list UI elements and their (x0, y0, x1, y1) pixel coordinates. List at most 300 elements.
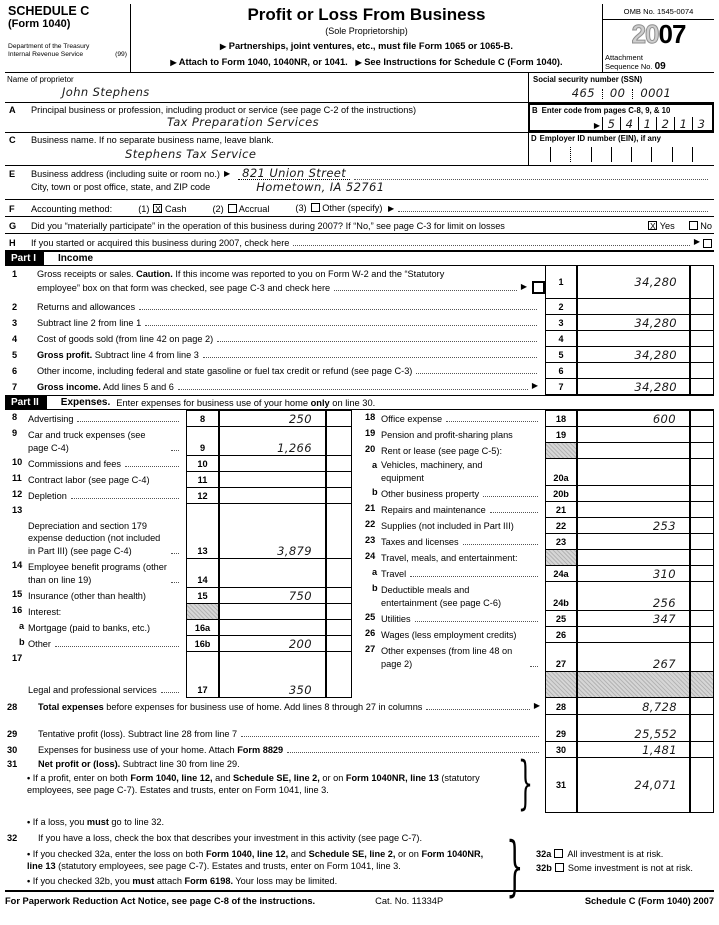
line-c-d-row (5, 133, 714, 166)
expense-row (358, 458, 714, 486)
cents-cell[interactable] (326, 651, 352, 698)
expense-label (379, 671, 545, 698)
partnership-note: ▶ Partnerships, joint ventures, etc., must file Form 1065 or 1065-B. (131, 40, 602, 53)
expense-label: Taxes and licenses (379, 533, 545, 550)
cents-cell[interactable] (690, 549, 714, 566)
cents-cell[interactable] (690, 757, 714, 813)
expense-label: Utilities (379, 610, 545, 627)
line-4-label: Cost of goods sold (from line 42 on page 2) (27, 330, 545, 347)
line-5-label: Gross profit. Subtract line 4 from line 3 (27, 346, 545, 363)
dot-leader (203, 357, 537, 358)
started-business-label: If you started or acquired this business during 2007, check here (31, 238, 290, 248)
cents-cell[interactable] (690, 610, 714, 627)
arrow-icon (220, 41, 226, 51)
at-risk-options (536, 846, 714, 876)
line-number-cell: 8 (186, 410, 219, 427)
amount-cell[interactable]: 200 (219, 635, 326, 652)
line-30-amount[interactable]: 1,481 (577, 741, 690, 758)
cents-cell[interactable] (326, 503, 352, 559)
part1-tag: Part I (5, 251, 44, 266)
line-number: 18 (365, 412, 376, 422)
arrow-icon (170, 57, 176, 67)
line-number-cell: 26 (545, 626, 577, 643)
accrual-checkbox[interactable] (228, 204, 237, 213)
line-29-row (5, 714, 714, 742)
ssn-block (528, 73, 714, 102)
line-number-cell: 16b (186, 635, 219, 652)
line-b-label: Enter code from pages C-8, 9, & 10 (541, 106, 671, 115)
line-number: 27 (365, 644, 376, 654)
line-g (5, 217, 714, 234)
amount-cell[interactable] (577, 485, 690, 502)
expense-row (5, 603, 352, 620)
business-code-field[interactable] (532, 117, 710, 133)
proprietor-row (5, 73, 714, 103)
expense-row (358, 626, 714, 643)
line-number: 20 (365, 444, 376, 454)
line-6-row (5, 362, 714, 379)
line-32-label: If you have a loss, check the box that describes your investment in this activity (see page C-7). (38, 833, 423, 843)
expense-label: Mortgage (paid to banks, etc.) (28, 622, 151, 633)
dot-leader (171, 450, 179, 451)
dot-leader (145, 325, 537, 326)
amount-cell[interactable] (577, 549, 690, 566)
line-number: 14 (12, 560, 23, 570)
line-5-amount[interactable]: 34,280 (577, 346, 690, 363)
expense-label: Commissions and fees (26, 455, 186, 472)
line-number-cell: 18 (545, 410, 577, 427)
cents-cell[interactable] (690, 581, 714, 611)
line-number-cell: 5 (545, 346, 577, 363)
dot-leader (241, 736, 539, 737)
city-label: City, town or post office, state, and ZIP code (31, 182, 211, 192)
option-32b: 32b Some investment is not at risk. (536, 862, 693, 873)
dot-leader (463, 544, 538, 545)
cents-cell[interactable] (690, 426, 714, 443)
cents-cell[interactable] (690, 741, 714, 758)
cents-cell[interactable] (326, 487, 352, 504)
line-number-cell: 24b (545, 581, 577, 611)
expense-row (358, 610, 714, 627)
line-2-amount[interactable] (577, 298, 690, 315)
line-number-cell: 23 (545, 533, 577, 550)
line-1-label: Gross receipts or sales. Caution. If this income was reported to you on Form W-2 and the “Statutory employee” box on that form was checked, see page C-3 and check here ▶ (27, 265, 545, 299)
cents-cell[interactable] (690, 298, 714, 315)
expenses-right-column (358, 410, 714, 698)
form-footer-id: Schedule C (Form 1040) 2007 (584, 896, 714, 906)
amount-cell[interactable]: 750 (219, 587, 326, 604)
attach-note: ▶ Attach to Form 1040, 1040NR, or 1041. ▶ See Instructions for Schedule C (Form 1040). (131, 56, 602, 69)
city-field[interactable]: Hometown, IA 52761 (256, 180, 385, 194)
line-number: 23 (365, 535, 376, 545)
dot-leader (178, 389, 528, 390)
line-number-cell: 3 (545, 314, 577, 331)
line-number-cell: 10 (186, 455, 219, 472)
part1-title: Income (58, 252, 94, 264)
dot-leader (446, 421, 538, 422)
amount-cell[interactable]: 256 (577, 581, 690, 611)
line-number-cell: 1 (545, 265, 577, 299)
dot-leader (410, 576, 538, 577)
expense-label: Depletion (26, 487, 186, 504)
cents-cell[interactable] (690, 714, 714, 742)
arrow-icon (355, 57, 361, 67)
line-number: 31 (7, 759, 18, 769)
line-number: 4 (12, 334, 18, 344)
expense-row (358, 442, 714, 459)
cents-cell[interactable] (690, 565, 714, 582)
line-2-label: Returns and allowances (27, 298, 545, 315)
line-number (358, 671, 379, 698)
expense-label: Deductible meals and entertainment (see page C-6) (381, 585, 502, 608)
cents-cell[interactable] (690, 642, 714, 672)
line-4-amount[interactable] (577, 330, 690, 347)
expense-label: Pension and profit-sharing plans (381, 429, 513, 440)
no-option: No (689, 220, 712, 232)
cents-cell[interactable] (326, 587, 352, 604)
line-number-cell: 17 (186, 651, 219, 698)
amount-cell[interactable] (219, 471, 326, 488)
cents-cell[interactable] (326, 619, 352, 636)
amount-cell[interactable]: 347 (577, 610, 690, 627)
expense-label: Travel (379, 565, 545, 582)
amount-cell[interactable] (577, 626, 690, 643)
dot-leader (293, 245, 689, 246)
expense-row (5, 503, 352, 559)
ein-digit[interactable] (570, 147, 590, 162)
line-28-amount[interactable]: 8,728 (577, 697, 690, 715)
cents-cell[interactable] (326, 558, 352, 588)
expense-row (5, 426, 352, 456)
amount-cell[interactable]: 3,879 (219, 503, 326, 559)
line-3-amount[interactable]: 34,280 (577, 314, 690, 331)
amount-cell[interactable]: 350 (219, 651, 326, 698)
line-number: 11 (12, 473, 22, 483)
cents-cell[interactable] (326, 426, 352, 456)
amount-cell[interactable]: 600 (577, 410, 690, 427)
proprietor-label: Name of proprietor (7, 75, 74, 84)
line-d-label: Employer ID number (EIN), if any (539, 134, 661, 143)
dot-leader (354, 179, 708, 180)
line-a (5, 103, 528, 132)
proprietor-name-field[interactable]: John Stephens (62, 85, 150, 99)
line-number-cell: 24a (545, 565, 577, 582)
expense-row (5, 487, 352, 504)
ein-digit[interactable] (651, 147, 671, 162)
expense-label: Other (26, 635, 186, 652)
dot-leader (483, 496, 538, 497)
amount-cell[interactable] (577, 442, 690, 459)
amount-cell[interactable]: 267 (577, 642, 690, 672)
cents-cell[interactable] (690, 697, 714, 715)
line-number-cell: 29 (545, 714, 577, 742)
line-32-bullets (5, 846, 500, 887)
line-31-bullet-1: • If a profit, enter on both Form 1040, line 12, and Schedule SE, line 2, or on Form 1040NR, line 13 (statutory employees, see page C-7). Estates and trusts, enter on Form 1041, line 3. (5, 772, 512, 796)
line-number: 25 (365, 612, 376, 622)
line-number: 15 (12, 589, 23, 599)
expense-row (358, 581, 714, 611)
line-number: 22 (365, 519, 376, 529)
line-number: a (372, 567, 378, 577)
code-digit[interactable]: 4 (620, 117, 638, 133)
line-number-cell (545, 671, 577, 698)
started-business-checkbox[interactable] (703, 239, 712, 248)
line-7-amount[interactable]: 34,280 (577, 378, 690, 395)
other-method-checkbox[interactable] (311, 203, 320, 212)
line-number: 24 (365, 551, 376, 561)
cents-cell[interactable] (326, 455, 352, 472)
line-number: 28 (7, 702, 18, 712)
part2-title: Expenses. (60, 396, 111, 408)
amount-cell[interactable] (219, 455, 326, 472)
line-number-cell: 28 (545, 697, 577, 715)
line-number: 1 (12, 269, 18, 279)
amount-cell[interactable] (577, 533, 690, 550)
expense-row (358, 501, 714, 518)
amount-cell[interactable] (219, 603, 326, 620)
cents-cell[interactable] (690, 314, 714, 331)
ein-digit[interactable] (692, 147, 712, 162)
code-digit[interactable]: 2 (656, 117, 674, 133)
method-cash-option: (1) X Cash (138, 203, 186, 215)
line-number: 9 (12, 428, 18, 438)
expense-row (5, 471, 352, 488)
arrow-icon (224, 167, 230, 180)
catalog-number: Cat. No. 11334P (375, 896, 444, 906)
brace-31: } (517, 750, 534, 818)
line-b-id: B (532, 106, 538, 115)
yes-checkbox[interactable] (648, 221, 657, 230)
line-31-label: 31 Net profit or (loss). Subtract line 30 from line 29. • If a profit, enter on both Form 1040, line 12, and Schedule SE, line 2, or on Form 1040NR, line 13 (statutory employees, see page C-7). Estates and trusts, enter on Form 1041, line 3. (5, 757, 512, 813)
line-d-ein-box (528, 133, 714, 165)
principal-business-field[interactable]: Tax Preparation Services (167, 115, 319, 129)
cents-cell[interactable] (326, 410, 352, 427)
line-number: 7 (12, 382, 18, 392)
line-29-label: 29 Tentative profit (loss). Subtract line 28 from line 7 (5, 714, 545, 742)
dot-leader (426, 709, 529, 710)
dot-leader (217, 341, 537, 342)
ein-digit[interactable] (550, 147, 570, 162)
cents-cell[interactable] (326, 471, 352, 488)
amount-cell[interactable] (577, 501, 690, 518)
cents-cell[interactable] (326, 635, 352, 652)
line-31-bullet-2: • If a loss, you must go to line 32. (5, 816, 714, 828)
dot-leader (530, 666, 538, 667)
ssn-label: Social security number (SSN) (533, 75, 643, 84)
line-a-id: A (9, 105, 16, 115)
cents-cell[interactable] (690, 458, 714, 486)
line-number-cell: 30 (545, 741, 577, 758)
expense-label: Supplies (not included in Part III) (381, 520, 514, 531)
part1-bar (5, 251, 714, 266)
expense-label: Repairs and maintenance (379, 501, 545, 518)
line-5-row (5, 346, 714, 363)
other-method-write-in-line[interactable] (398, 211, 708, 212)
line-d-id: D (531, 134, 537, 143)
code-digit[interactable]: 1 (638, 117, 656, 133)
method-other-option: (3) Other (specify) ▶ (295, 202, 394, 215)
arrow-icon (694, 235, 700, 248)
ssn-divider (632, 89, 633, 99)
cents-cell[interactable] (690, 442, 714, 459)
code-digit[interactable]: 5 (602, 117, 620, 133)
cents-cell[interactable] (690, 265, 714, 299)
line-number-cell: 22 (545, 517, 577, 534)
ein-digit[interactable] (611, 147, 631, 162)
ssn-field[interactable]: 465 00 0001 (571, 86, 672, 100)
dot-leader (71, 498, 179, 499)
cents-cell[interactable] (690, 517, 714, 534)
dot-leader (161, 692, 179, 693)
expense-row (5, 651, 352, 698)
amount-cell[interactable] (577, 426, 690, 443)
expense-label: Employee benefit programs (other than on line 19) (26, 558, 186, 588)
paperwork-notice: For Paperwork Reduction Act Notice, see page C-8 of the instructions. (5, 896, 316, 906)
business-name-field[interactable]: Stephens Tax Service (125, 147, 257, 161)
line-number: 16 (12, 605, 23, 615)
tax-year: 2007 (631, 19, 686, 49)
cents-cell[interactable] (690, 410, 714, 427)
expense-row (5, 455, 352, 472)
ein-digit[interactable] (591, 147, 611, 162)
line-7-label: Gross income. Add lines 5 and 6 ▶ (27, 378, 545, 395)
form-title: Profit or Loss From Business (247, 5, 486, 24)
expense-label: Travel, meals, and entertainment: (381, 552, 518, 563)
line-number: 6 (12, 366, 18, 376)
amount-cell[interactable]: 310 (577, 565, 690, 582)
line-29-amount[interactable]: 25,552 (577, 714, 690, 742)
cents-cell[interactable] (690, 626, 714, 643)
line-c-id: C (9, 135, 16, 145)
cents-cell[interactable] (690, 485, 714, 502)
expense-label: Rent or lease (see page C-5): (381, 445, 503, 456)
line-number: b (372, 487, 378, 497)
cash-checkbox[interactable] (153, 204, 162, 213)
cents-cell[interactable] (690, 378, 714, 395)
all-investment-checkbox[interactable] (554, 849, 563, 858)
expense-label: Other business property (379, 485, 545, 502)
no-checkbox[interactable] (689, 221, 698, 230)
address-field[interactable]: 821 Union Street (238, 167, 350, 180)
line-number: 12 (12, 489, 23, 499)
line-number: a (19, 621, 25, 631)
line-number-cell: 9 (186, 426, 219, 456)
expense-row (358, 410, 714, 427)
expenses-grid (5, 410, 714, 698)
expense-label: Interest: (28, 606, 62, 617)
some-investment-checkbox[interactable] (555, 863, 564, 872)
cents-cell[interactable] (690, 501, 714, 518)
expense-row (358, 485, 714, 502)
amount-cell[interactable] (577, 671, 690, 698)
line-30-label: 30 Expenses for business use of your home. Attach Form 8829 (5, 741, 545, 758)
cents-cell[interactable] (690, 346, 714, 363)
line-number-cell: 14 (186, 558, 219, 588)
cents-cell[interactable] (326, 603, 352, 620)
line-number-cell: 31 (545, 757, 577, 813)
department-label: Department of the Treasury Internal Revenue Service (99) (8, 43, 127, 58)
amount-cell[interactable] (577, 458, 690, 486)
line-30-row (5, 741, 714, 758)
line-1-amount[interactable]: 34,280 (577, 265, 690, 299)
line-f (5, 200, 714, 217)
line-28-row (5, 697, 714, 715)
expense-label: Legal and professional services (26, 651, 186, 698)
dot-leader (77, 421, 179, 422)
dot-leader (287, 752, 539, 753)
expense-label: Other expenses (from line 48 on page 2) (379, 642, 545, 672)
arrow-icon (532, 379, 538, 392)
line-number-cell: 21 (545, 501, 577, 518)
amount-cell[interactable]: 253 (577, 517, 690, 534)
line-number-cell: 7 (545, 378, 577, 395)
line-number: a (372, 460, 378, 470)
line-6-amount[interactable] (577, 362, 690, 379)
form-footer (5, 890, 714, 907)
amount-cell[interactable] (219, 619, 326, 636)
form-header (5, 4, 714, 73)
line-number-cell: 12 (186, 487, 219, 504)
line-3-label: Subtract line 2 from line 1 (27, 314, 545, 331)
ein-field[interactable] (531, 147, 712, 162)
ein-digit[interactable] (531, 147, 550, 162)
line-number: 32 (7, 833, 18, 843)
expense-row (358, 565, 714, 582)
line-32-bullet-2: • If you checked 32b, you must attach Form 6198. Your loss may be limited. (5, 875, 500, 887)
line-number-cell: 6 (545, 362, 577, 379)
amount-cell[interactable]: 250 (219, 410, 326, 427)
line-b-code-box (528, 103, 714, 132)
amount-cell[interactable]: 1,266 (219, 426, 326, 456)
line-number-cell: 4 (545, 330, 577, 347)
code-digit[interactable]: 1 (674, 117, 692, 133)
amount-cell[interactable] (219, 487, 326, 504)
dot-leader (415, 621, 538, 622)
cents-cell[interactable] (690, 330, 714, 347)
line-6-label: Other income, including federal and state gasoline or fuel tax credit or refund (see page C-3) (27, 362, 545, 379)
arrow-icon (534, 699, 540, 712)
expense-row (5, 587, 352, 604)
expense-row (358, 533, 714, 550)
dot-leader (416, 373, 537, 374)
line-number-cell: 20a (545, 458, 577, 486)
cents-cell[interactable] (690, 671, 714, 698)
ein-digit[interactable] (672, 147, 692, 162)
line-number-cell: 13 (186, 503, 219, 559)
statutory-employee-checkbox[interactable] (532, 281, 545, 294)
dot-leader (171, 553, 179, 554)
cents-cell[interactable] (690, 533, 714, 550)
expense-row (358, 549, 714, 566)
ein-digit[interactable] (631, 147, 651, 162)
line-31-amount[interactable]: 24,071 (577, 757, 690, 813)
line-e-id: E (9, 169, 16, 179)
line-number-cell: 2 (545, 298, 577, 315)
line-3-row (5, 314, 714, 331)
attachment-sequence: Attachment Sequence No. 09 (605, 53, 666, 72)
expense-label: Car and truck expenses (see page C-4) (26, 426, 186, 456)
line-number: b (19, 637, 25, 647)
cents-cell[interactable] (690, 362, 714, 379)
amount-cell[interactable] (219, 558, 326, 588)
line-number: 8 (12, 412, 18, 422)
method-accrual-option: (2) Accrual (212, 204, 270, 214)
line-1-row (5, 265, 714, 299)
expense-label: Contract labor (see page C-4) (28, 474, 150, 485)
code-digit[interactable]: 3 (692, 117, 710, 133)
accounting-method-label: Accounting method: (31, 204, 113, 214)
line-28-label: 28 Total expenses before expenses for business use of home. Add lines 8 through 27 in columns ▶ (5, 697, 545, 715)
